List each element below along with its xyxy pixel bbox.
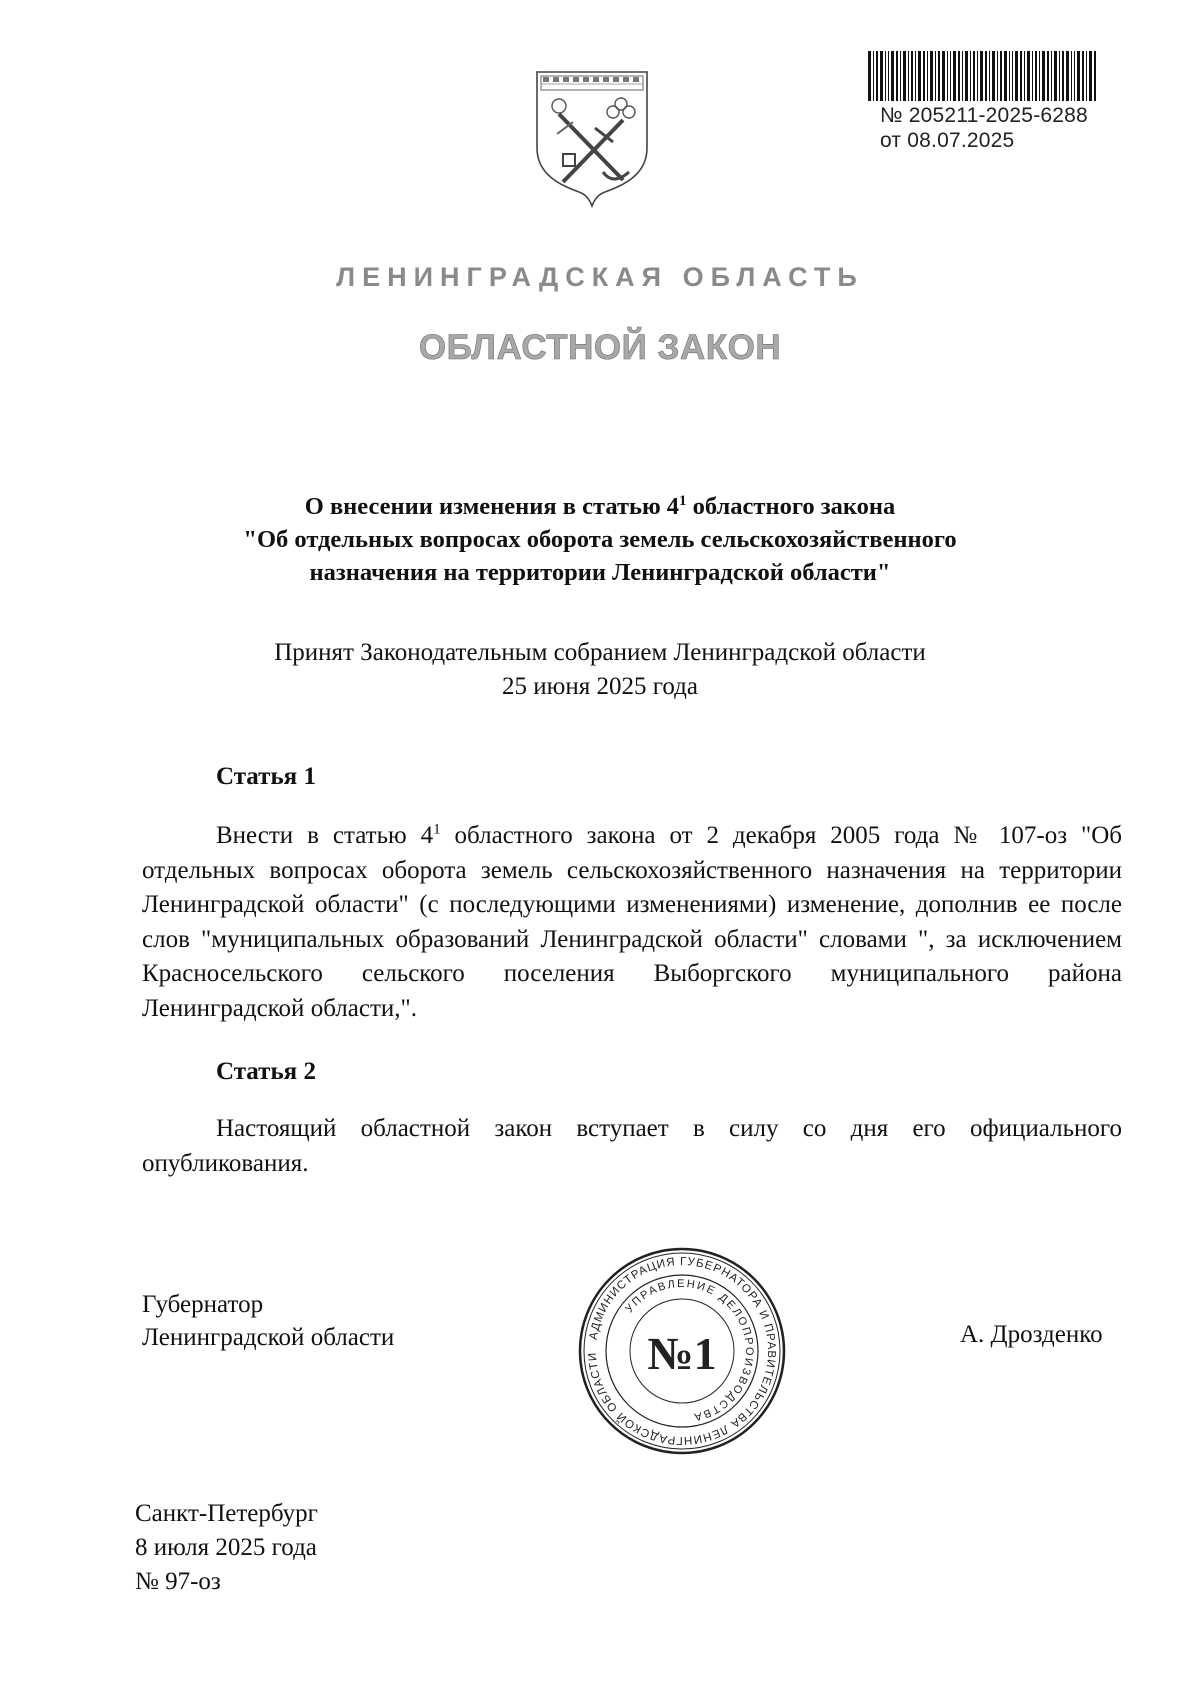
law-type: ОБЛАСТНОЙ ЗАКОН [418, 328, 782, 367]
seal-inner-text: УПРАВЛЕНИЕ ДЕЛОПРОИЗВОДСТВА [623, 1277, 756, 1424]
adoption-note [140, 636, 1060, 704]
signatory-name: А. Дрозденко [960, 1321, 1103, 1348]
article-1-text: Внести в статью $4^1$ областного закона от 2 декабря 2005 года № 107-оз "Об отдельных вопросах оборота земель сельскохозяйственного назначения на территории Ленинградской области" (с последующими изменениями) изменение, дополнив ее после слов "муниципальных образований Ленинградской области" словами ", за исключением Красносельского сельского поселения Выборгского муниципального района Ленинградской области,". [142, 821, 1122, 1022]
barcode-icon [868, 51, 1096, 101]
seal-outer-text: АДМИНИСТРАЦИЯ ГУБЕРНАТОРА И ПРАВИТЕЛЬСТВА ЛЕНИНГРАДСКОЙ ОБЛАСТИ [586, 1255, 778, 1447]
signatory-position: Губернатор [142, 1291, 264, 1318]
article-1-heading: Статья 1 [216, 763, 316, 790]
law-title-line-1: О внесении изменения в статью $4^1$ областного закона [304, 492, 896, 520]
signing-details [135, 1497, 318, 1599]
registration-number: № 205211-2025-6288 [880, 104, 1088, 127]
signing-city: Санкт-Петербург [135, 1500, 318, 1527]
adoption-body: Принят Законодательным собранием Ленинградской области [274, 639, 926, 666]
article-2-heading: Статья 2 [216, 1058, 316, 1085]
signatory-title [142, 1288, 394, 1354]
region-name: ЛЕНИНГРАДСКАЯ ОБЛАСТЬ [336, 262, 864, 292]
article-2-text: Настоящий областной закон вступает в силу со дня его официального опубликования. [142, 1115, 1122, 1177]
signatory-region: Ленинградской области [142, 1324, 395, 1351]
coat-of-arms-icon [533, 68, 651, 208]
signing-date: 8 июля 2025 года [135, 1534, 317, 1561]
official-seal-icon [577, 1246, 787, 1456]
adoption-date: 25 июня 2025 года [502, 673, 698, 700]
law-title-line-3: назначения на территории Ленинградской области" [309, 559, 891, 586]
law-number: № 97-оз [135, 1568, 221, 1595]
registration-date: от 08.07.2025 [880, 129, 1015, 152]
law-title [140, 490, 1060, 589]
seal-number: №1 [647, 1328, 717, 1379]
law-title-line-2: "Об отдельных вопросах оборота земель сельскохозяйственного [243, 526, 957, 553]
